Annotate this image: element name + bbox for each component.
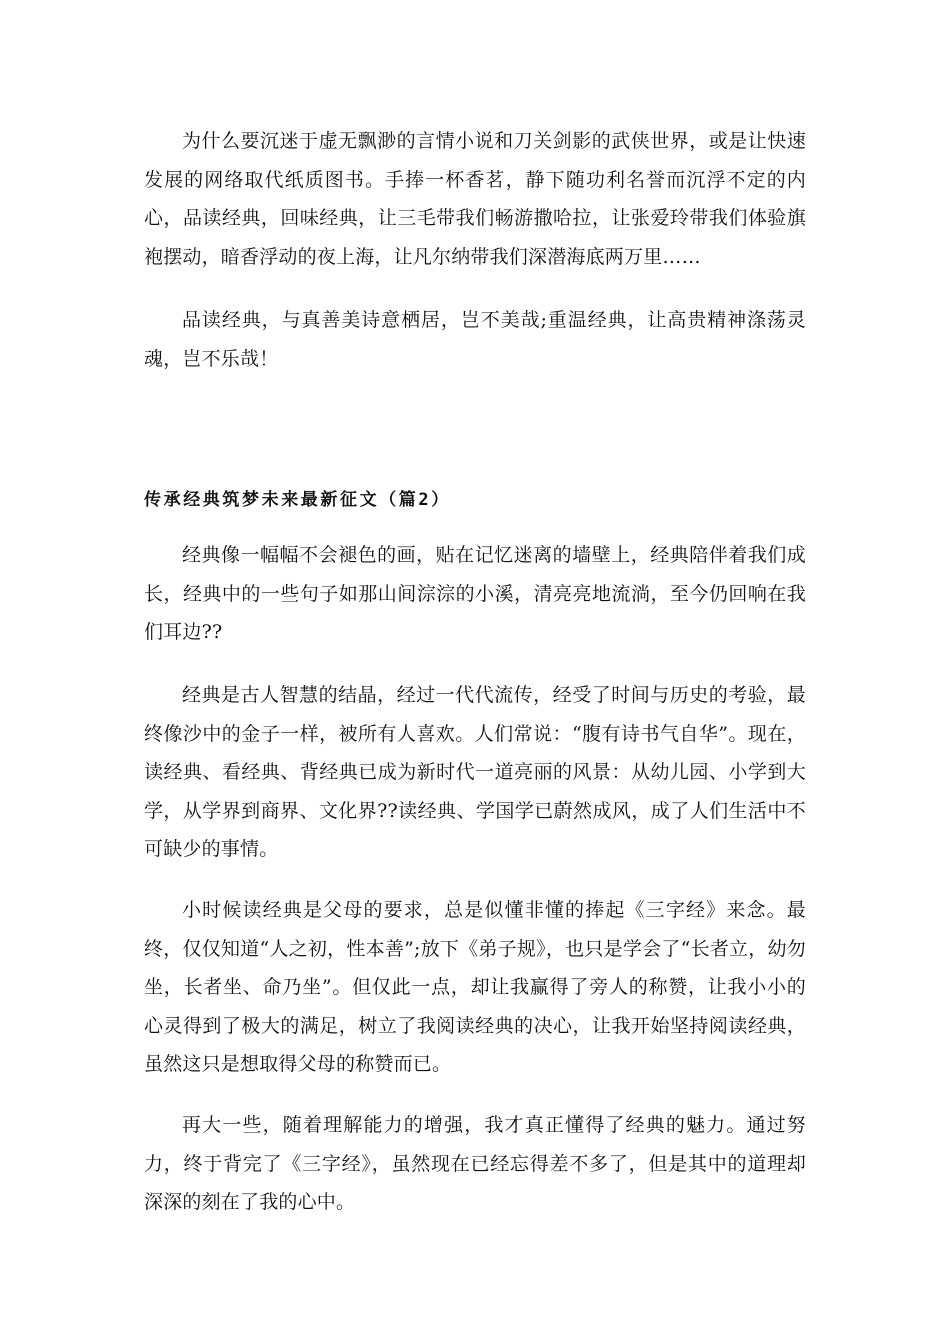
paragraph: 小时候读经典是父母的要求，总是似懂非懂的捧起《三字经》来念。最终，仅仅知道“人之初，性本善”;放下《弟子规》，也只是学会了“长者立，幼勿坐，长者坐、命乃坐”。但仅此一点，却让我赢得了旁人的称赞，让我小小的心灵得到了极大的满足，树立了我阅读经典的决心，让我开始坚持阅读经典，虽然这只是想取得父母的称赞而已。 [144, 899, 806, 1075]
paragraph: 为什么要沉迷于虚无飘渺的言情小说和刀关剑影的武侠世界，或是让快速发展的网络取代纸质图书。手捧一杯香茗，静下随功利名誉而沉浮不定的内心，品读经典，回味经典，让三毛带我们畅游撒哈拉，让张爱玲带我们体验旗袍摆动，暗香浮动的夜上海，让凡尔纳带我们深潜海底两万里…… [144, 130, 806, 268]
paragraph: 品读经典，与真善美诗意栖居，岂不美哉;重温经典，让高贵精神涤荡灵魂，岂不乐哉！ [144, 309, 806, 370]
paragraph: 再大一些，随着理解能力的增强，我才真正懂得了经典的魅力。通过努力，终于背完了《三字经》，虽然现在已经忘得差不多了，但是其中的道理却深深的刻在了我的心中。 [144, 1114, 806, 1213]
paragraph: 经典像一幅幅不会褪色的画，贴在记忆迷离的墙壁上，经典陪伴着我们成长，经典中的一些句子如那山间淙淙的小溪，清亮亮地流淌，至今仍回响在我们耳边?? [144, 544, 806, 643]
section-heading: 传承经典筑梦未来最新征文（篇2） [144, 490, 451, 510]
paragraph: 经典是古人智慧的结晶，经过一代代流传，经受了时间与历史的考验，最终像沙中的金子一样，被所有人喜欢。人们常说：“腹有诗书气自华”。现在，读经典、看经典、背经典已成为新时代一道亮丽的风景：从幼儿园、小学到大学，从学界到商界、文化界??读经典、学国学已蔚然成风，成了人们生活中不可缺少的事情。 [144, 684, 806, 860]
